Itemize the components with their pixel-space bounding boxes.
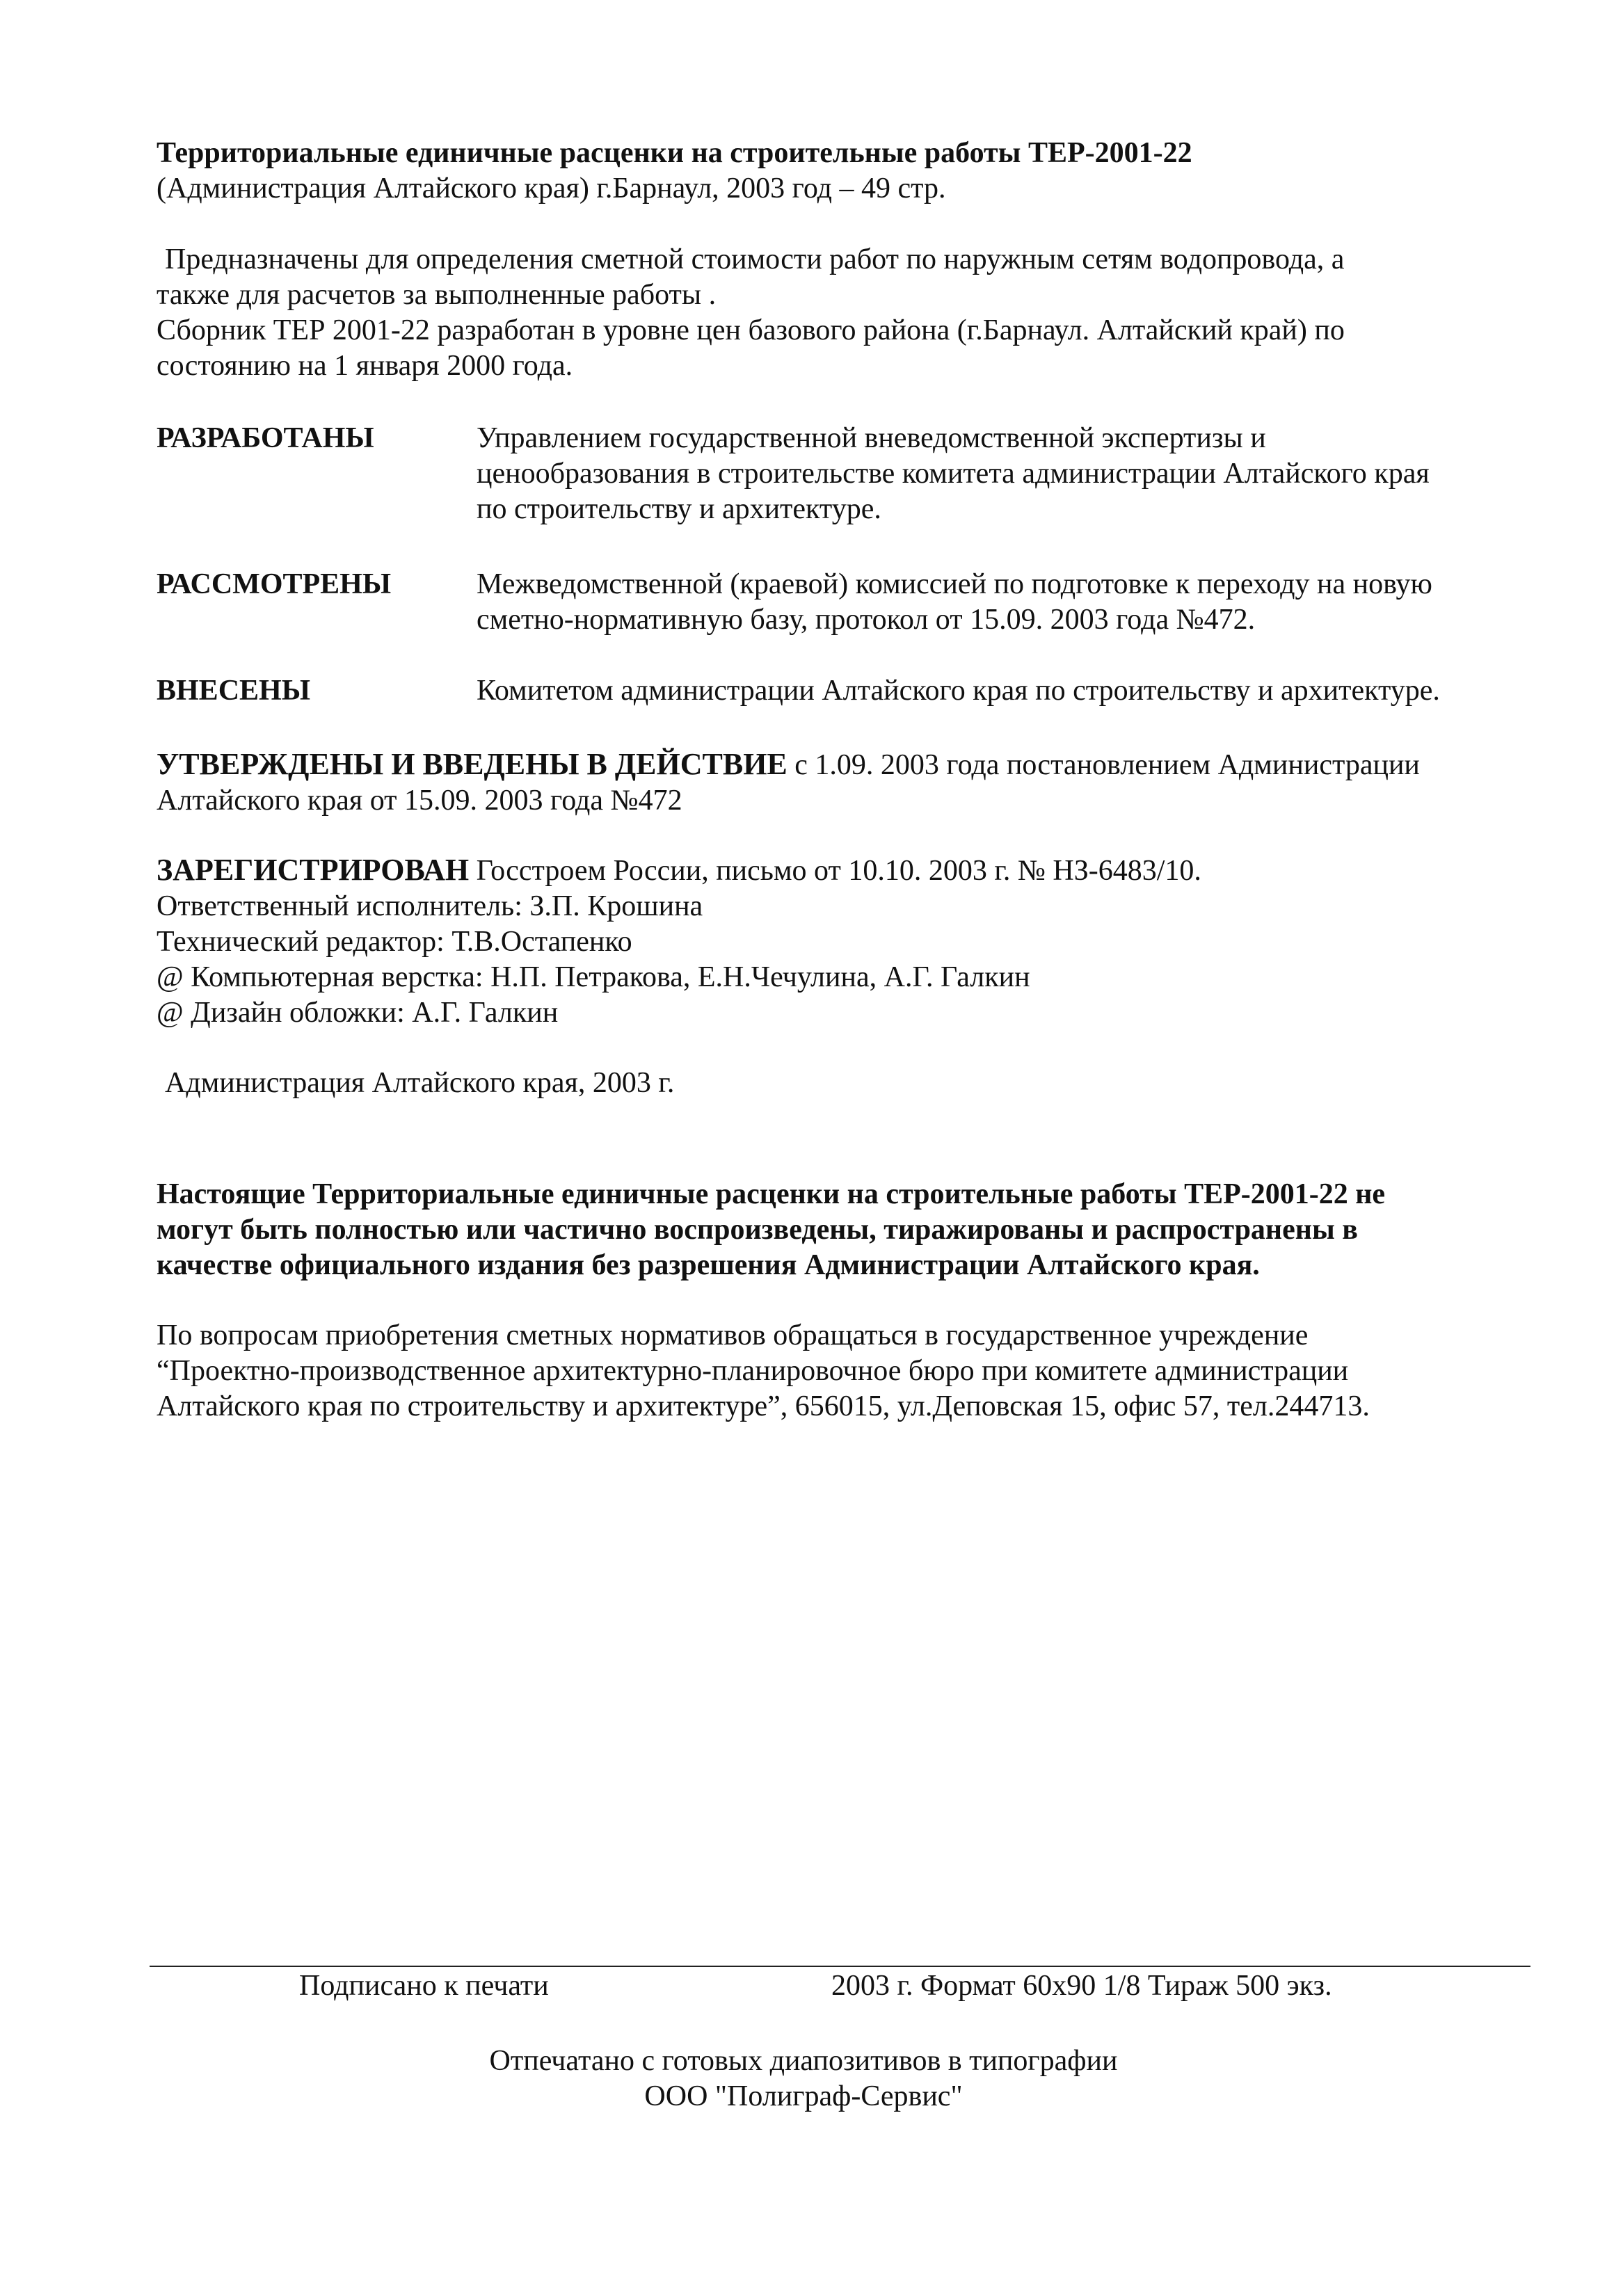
approval-text <box>477 421 1562 527</box>
printer-line: ООО "Полиграф-Сервис" <box>644 2080 963 2112</box>
approval-text-line: ценообразования в строительстве комитета администрации Алтайского края <box>477 458 1430 490</box>
document-subtitle: (Администрация Алтайского края) г.Барнаул, 2003 год – 49 стр. <box>157 172 946 204</box>
technical-editor: Технический редактор: Т.В.Остапенко <box>157 926 632 958</box>
reproduction-notice <box>157 1177 1555 1283</box>
responsible-executor: Ответственный исполнитель: З.П. Крошина <box>157 890 703 922</box>
registered-heading: ЗАРЕГИСТРИРОВАН <box>157 853 470 887</box>
approval-label: РАЗРАБОТАНЫ <box>157 422 374 454</box>
notice-line: могут быть полностью или частично воспроизведены, тиражированы и распространены в <box>157 1214 1358 1246</box>
signed-for-print: Подписано к печати <box>299 1970 549 2002</box>
enacted-text: с 1.09. 2003 года постановлением Администрации <box>787 749 1420 781</box>
contact-line: “Проектно-производственное архитектурно-планировочное бюро при комитете администрации <box>157 1355 1349 1387</box>
printer-info <box>0 2044 1607 2114</box>
title-block <box>157 136 1555 207</box>
purpose-paragraph <box>157 242 1555 384</box>
approval-text-line: Комитетом администрации Алтайского края по строительству и архитектуре. <box>477 675 1440 707</box>
contact-line: По вопросам приобретения сметных нормативов обращаться в государственное учреждение <box>157 1319 1309 1351</box>
registered-text: Госстроем России, письмо от 10.10. 2003 г. № НЗ-6483/10. <box>469 855 1201 887</box>
cover-design-credit: @ Дизайн обложки: А.Г. Галкин <box>157 997 559 1029</box>
approval-label: ВНЕСЕНЫ <box>157 675 310 707</box>
enacted-heading: УТВЕРЖДЕНЫ И ВВЕДЕНЫ В ДЕЙСТВИЕ <box>157 747 787 781</box>
footer-divider <box>150 1966 1530 1967</box>
print-format-info: 2003 г. Формат 60х90 1/8 Тираж 500 экз. <box>831 1970 1332 2002</box>
printer-line: Отпечатано с готовых диапозитивов в типографии <box>489 2045 1118 2077</box>
contact-line: Алтайского края по строительству и архитектуре”, 656015, ул.Деповская 15, офис 57, тел.244713. <box>157 1390 1370 1422</box>
contact-paragraph <box>157 1318 1555 1424</box>
purpose-line: Предназначены для определения сметной стоимости работ по наружным сетям водопровода, а <box>165 243 1345 275</box>
purpose-line: состоянию на 1 января 2000 года. <box>157 350 573 382</box>
notice-line: Настоящие Территориальные единичные расценки на строительные работы ТЕР-2001-22 не <box>157 1178 1386 1210</box>
enacted-line: Алтайского края от 15.09. 2003 года №472 <box>157 785 682 817</box>
document-title: Территориальные единичные расценки на строительные работы ТЕР-2001-22 <box>157 137 1192 169</box>
approval-text <box>477 673 1562 709</box>
approval-text <box>477 567 1562 638</box>
enacted-block <box>157 746 1555 819</box>
approval-text-line: сметно-нормативную базу, протокол от 15.09. 2003 года №472. <box>477 604 1256 636</box>
approval-text-line: Межведомственной (краевой) комиссией по подготовке к переходу на новую <box>477 568 1432 600</box>
registered-line <box>157 852 1555 889</box>
copyright-text: Администрация Алтайского края, 2003 г. <box>165 1067 675 1099</box>
registered-block <box>157 852 1555 1031</box>
purpose-line: Сборник ТЕР 2001-22 разработан в уровне цен базового района (г.Барнаул. Алтайский край) по <box>157 314 1345 346</box>
notice-line: качестве официального издания без разрешения Администрации Алтайского края. <box>157 1249 1260 1281</box>
computer-layout-credit: @ Компьютерная верстка: Н.П. Петракова, Е.Н.Чечулина, А.Г. Галкин <box>157 961 1030 993</box>
purpose-line: также для расчетов за выполненные работы . <box>157 279 717 311</box>
approval-text-line: Управлением государственной вневедомственной экспертизы и <box>477 422 1266 454</box>
approval-label: РАССМОТРЕНЫ <box>157 568 392 600</box>
approval-text-line: по строительству и архитектуре. <box>477 493 881 525</box>
copyright-line <box>165 1066 1563 1101</box>
enacted-line <box>157 746 1555 783</box>
